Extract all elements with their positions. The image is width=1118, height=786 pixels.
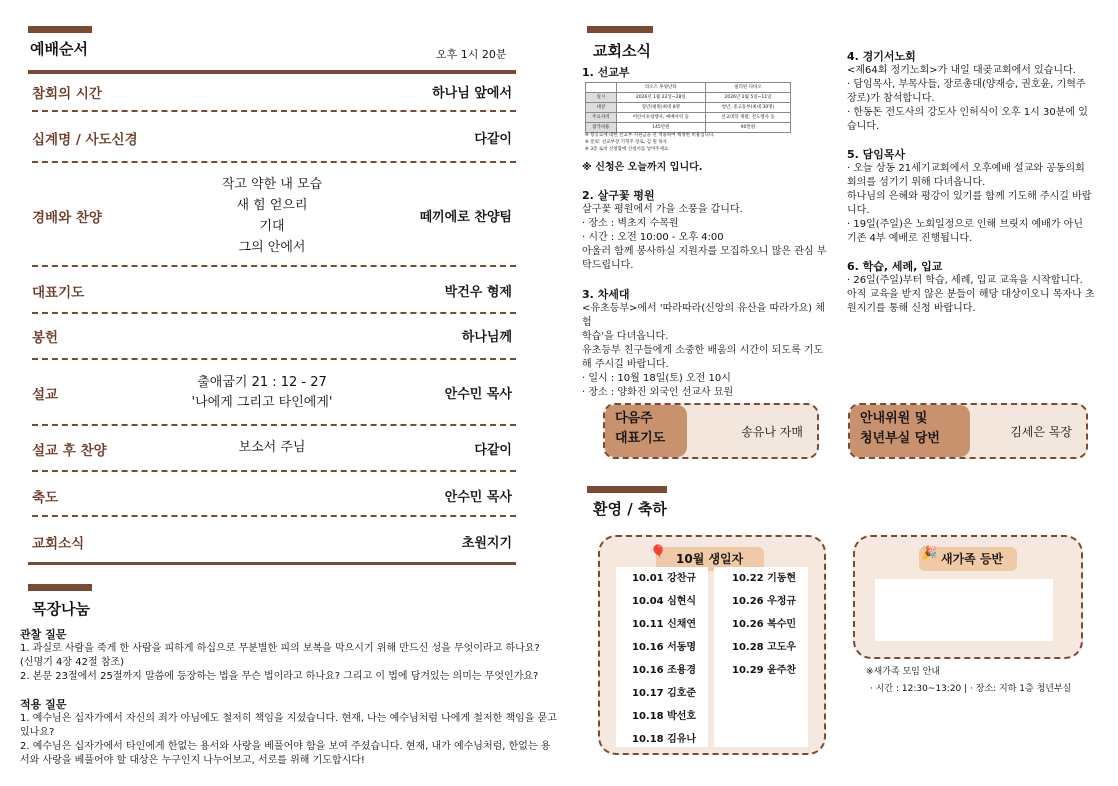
order-label: 봉헌	[32, 330, 59, 346]
news-text: · 한동돈 전도사의 강도사 인허식이 오후 1시 30분에 있	[847, 107, 1088, 118]
table-cell: 선교대학 재활, 전도행사 등	[706, 113, 791, 123]
birthday-title: 10월 생일자	[676, 552, 744, 566]
list-item: 10.18 김유나	[632, 734, 697, 745]
footer-rule	[28, 562, 516, 565]
news-text: <유초등부>에서 '따라따라(신앙의 유산을 따라가요) 체험	[582, 303, 825, 328]
news-text: · 오늘 상동 21세기교회에서 오후예배 설교와 공동의회	[847, 163, 1085, 174]
song-item: 그의 안에서	[238, 240, 306, 255]
news-text: · 19일(주일)은 노회일정으로 인해 브릿지 예배가 아닌	[847, 219, 1083, 230]
order-leader: 하나님 앞에서	[432, 86, 512, 101]
news-block	[582, 189, 832, 273]
next-prayer-tag	[605, 405, 687, 457]
news-heading: 6. 학습, 세례, 입교	[847, 260, 943, 273]
newfamily-time: · 시간 : 12:30~13:20 | · 장소: 지하 1층 청년부실	[870, 684, 1072, 694]
news-text: · 담임목사, 부목사들, 장로총대(양재승, 권호윤, 기혁주	[847, 79, 1086, 90]
list-item: 10.04 심현식	[632, 596, 697, 607]
news-text: ※ 신청은 오늘까지 입니다.	[582, 162, 703, 173]
duty-label: 대표기도	[615, 431, 666, 446]
order-leader: 하나님께	[461, 330, 512, 345]
song-item: 작고 약한 내 모습	[221, 177, 323, 192]
usher-tag	[850, 405, 970, 457]
table-note: ※ 3층 로비 신청함에 신청서를 넣어주세요.	[585, 147, 670, 152]
news-text: 장로)가 참석합니다.	[847, 93, 935, 104]
order-label: 교회소식	[32, 536, 85, 552]
news-text: 기존 4부 예배로 진행됩니다.	[847, 233, 973, 244]
news-text: 회의를 섬기기 위해 다녀옵니다.	[847, 177, 986, 188]
news-text: 살구꽃 평원에서 가을 소풍을 갑니다.	[582, 204, 743, 215]
news-block	[847, 50, 1097, 134]
divider	[32, 312, 516, 314]
list-item: 10.17 김호준	[632, 688, 697, 699]
order-label: 대표기도	[32, 285, 85, 301]
order-leader: 떼끼에로 찬양팀	[419, 210, 512, 225]
question-text: 서와 사랑을 베풀어야 할 대상은 누구인지 나누어보고, 서로를 위해 기도합시다!	[20, 755, 365, 766]
news-block	[582, 288, 832, 400]
table-cell: 대상	[586, 103, 617, 113]
news-text: 니다.	[847, 205, 870, 216]
list-item: 10.29 윤주찬	[732, 665, 797, 676]
news-text: 유초등부 친구들에게 소중한 배움의 시간이 되도록 기도	[582, 345, 824, 356]
list-item: 10.18 박선호	[632, 711, 697, 722]
divider	[32, 424, 516, 426]
order-row	[32, 174, 512, 258]
order-row	[32, 439, 512, 459]
balloon-icon: 🎈	[650, 545, 667, 560]
duty-label: 청년부실 당번	[860, 431, 940, 446]
section-bar	[28, 584, 92, 591]
order-row	[32, 281, 512, 301]
divider	[32, 161, 516, 163]
news-text: 원지기를 통해 신청 바랍니다.	[847, 303, 976, 314]
table-cell: 참가비용	[586, 123, 617, 133]
question-text: 2. 본문 23절에서 25절까지 말씀에 등장하는 법을 무슨 법이라고 하나요? 그리고 이 법에 담겨있는 의미는 무엇인가요?	[20, 671, 539, 682]
order-label: 설교	[32, 387, 59, 403]
sermon-scripture: 출애굽기 21 : 12 - 27	[197, 375, 327, 390]
table-cell: 장년(평원)최대 8명	[616, 103, 705, 113]
worship-time: 오후 1시 20분	[436, 48, 507, 61]
order-leader: 다같이	[474, 443, 512, 458]
news-heading: 4. 경기서노회	[847, 50, 916, 63]
divider	[32, 470, 516, 472]
news-text: · 장소 : 벽초지 수목원	[582, 218, 679, 229]
news-text: 습니다.	[847, 121, 880, 132]
divider	[32, 110, 516, 112]
table-row	[586, 103, 791, 113]
table-notes	[585, 132, 715, 153]
duty-label: 다음주	[615, 411, 653, 426]
table-row	[586, 113, 791, 123]
usher-name: 김세은 목장	[1010, 424, 1072, 439]
mission-table	[585, 82, 791, 133]
section-bar	[28, 26, 92, 33]
order-leader: 초원지기	[461, 536, 512, 551]
order-row	[32, 532, 512, 552]
apply-heading: 적용 질문	[20, 698, 67, 711]
duty-label: 안내위원 및	[860, 411, 928, 426]
order-row	[32, 486, 512, 506]
table-cell: 라오스 후양난타	[616, 83, 705, 93]
news-block	[847, 148, 1097, 246]
newfamily-note: ※새가족 모임 안내	[866, 667, 941, 677]
divider	[32, 358, 516, 360]
order-leader: 박건우 형제	[444, 285, 512, 300]
order-leader: 다같이	[474, 132, 512, 147]
mokjang-title: 목장나눔	[32, 600, 90, 618]
news-text: · 26일(주일)부터 학습, 세례, 입교 교육을 시작합니다.	[847, 275, 1083, 286]
question-text: (신명기 4장 42절 참조)	[20, 657, 125, 668]
table-note: ※ 항공료에 대한 선교부 지원금을 선 적용하여 책정한 비용입니다.	[585, 133, 715, 138]
observe-heading: 관찰 질문	[20, 628, 67, 641]
order-leader: 안수민 목사	[444, 490, 512, 505]
table-row	[586, 93, 791, 103]
table-cell: 2026년 2월 5일~11일	[706, 93, 791, 103]
order-label: 경배와 찬양	[32, 210, 102, 226]
list-item: 10.26 우정규	[732, 596, 797, 607]
usher-box	[848, 403, 1088, 459]
news-text: · 일시 : 10월 18일(토) 오전 10시	[582, 373, 731, 384]
order-row	[32, 373, 512, 417]
newfamily-title: 새가족 등반	[941, 552, 1004, 566]
question-text: 1. 과실로 사람을 죽게 한 사람을 피하게 하십으로 무분별한 피의 보복을 막으시기 위해 만드신 성을 무엇이라고 하나요?	[20, 643, 540, 654]
news-text: · 장소 : 양화진 외국인 선교사 묘원	[582, 387, 734, 398]
table-cell: 필리핀 다바오	[706, 83, 791, 93]
song-item: 보소서 주님	[238, 440, 306, 455]
song-item: 새 힘 얻으리	[236, 198, 308, 213]
next-prayer-name: 송유나 자매	[741, 424, 803, 439]
order-row	[32, 82, 512, 102]
table-cell: 90만원	[706, 123, 791, 133]
song-item: 기대	[259, 219, 285, 234]
mokjang-questions	[20, 628, 560, 768]
news-heading: 1. 선교부	[582, 66, 630, 79]
party-popper-icon: 🎉	[921, 546, 938, 561]
welcome-title: 환영 / 축하	[593, 500, 667, 518]
newfamily-box	[853, 535, 1083, 659]
table-cell: 일시	[586, 93, 617, 103]
order-label: 설교 후 찬양	[32, 443, 107, 459]
divider	[32, 515, 516, 517]
news-text: 탁드립니다.	[582, 260, 634, 271]
question-text: 2. 예수님은 십자가에서 타인에게 한없는 용서와 사랑을 베풀어야 함을 보여 주셨습니다. 현재, 내가 예수님처럼, 한없는 용	[20, 741, 551, 752]
header-rule	[28, 70, 516, 74]
news-text: 아울러 함께 봉사하실 지원자를 모집하오니 많은 관심 부	[582, 246, 827, 257]
news-text: 학습'을 다녀옵니다.	[582, 331, 669, 342]
list-item: 10.11 신채연	[632, 619, 697, 630]
section-bar	[587, 26, 653, 33]
worship-title: 예배순서	[30, 40, 88, 58]
list-item: 10.22 기동현	[732, 573, 797, 584]
table-row	[586, 123, 791, 133]
list-item: 10.01 강찬규	[632, 573, 697, 584]
birthday-col-right	[714, 567, 808, 747]
question-text: 1. 예수님은 십자가에서 자신의 죄가 아님에도 철저히 책임을 지셨습니다. 현재, 나는 예수님처럼 나에게 철저한 책임을 묻고	[20, 713, 557, 724]
table-cell: 청년, 중고등부(최대 30명)	[706, 103, 791, 113]
list-item: 10.28 고도우	[732, 642, 797, 653]
newfamily-photo-area	[875, 579, 1053, 641]
birthday-box	[598, 535, 826, 755]
news-text: 해 주시길 바랍니다.	[582, 359, 669, 370]
table-cell	[586, 83, 617, 93]
table-cell: 2026년 1월 22일~28일	[616, 93, 705, 103]
order-label: 십계명 / 사도신경	[32, 132, 138, 148]
sermon-title: '나에게 그리고 타인에게'	[191, 395, 333, 410]
list-item: 10.16 서동명	[632, 642, 697, 653]
table-cell: 주요사역	[586, 113, 617, 123]
news-text: <제64회 정기노회>가 내일 대곶교회에서 있습니다.	[847, 65, 1076, 76]
news-title: 교회소식	[593, 42, 651, 60]
table-note: ※ 문의: 선교부장 기혁주 장로, 김 원 목사	[585, 140, 667, 145]
order-label: 축도	[32, 490, 59, 506]
song-list	[172, 174, 372, 258]
section-bar	[587, 486, 667, 493]
list-item: 10.16 조용경	[632, 665, 697, 676]
birthday-col-left	[616, 567, 708, 747]
list-item: 10.26 복수민	[732, 619, 797, 630]
news-heading: 3. 차세대	[582, 288, 630, 301]
question-text: 있나요?	[20, 727, 55, 738]
news-text: 하나님의 은혜와 평강이 있기를 함께 기도해 주시길 바랍	[847, 191, 1092, 202]
news-block	[847, 260, 1097, 316]
next-prayer-box	[603, 403, 819, 459]
news-text: 아직 교육을 받지 않은 분들이 해당 대상이오니 목자나 초	[847, 289, 1095, 300]
order-row	[32, 326, 512, 346]
news-heading: 2. 살구꽃 평원	[582, 189, 655, 202]
table-cell: 145만원	[616, 123, 705, 133]
order-leader: 안수민 목사	[444, 387, 512, 402]
news-heading: 5. 담임목사	[847, 148, 906, 161]
order-row	[32, 128, 512, 148]
news-text: · 시간 : 오전 10:00 - 오후 4:00	[582, 232, 724, 243]
order-label: 참회의 시간	[32, 86, 102, 102]
sermon-info	[162, 373, 362, 413]
divider	[32, 265, 516, 267]
table-cell: 어린이초청행사, 예배사역 등	[616, 113, 705, 123]
